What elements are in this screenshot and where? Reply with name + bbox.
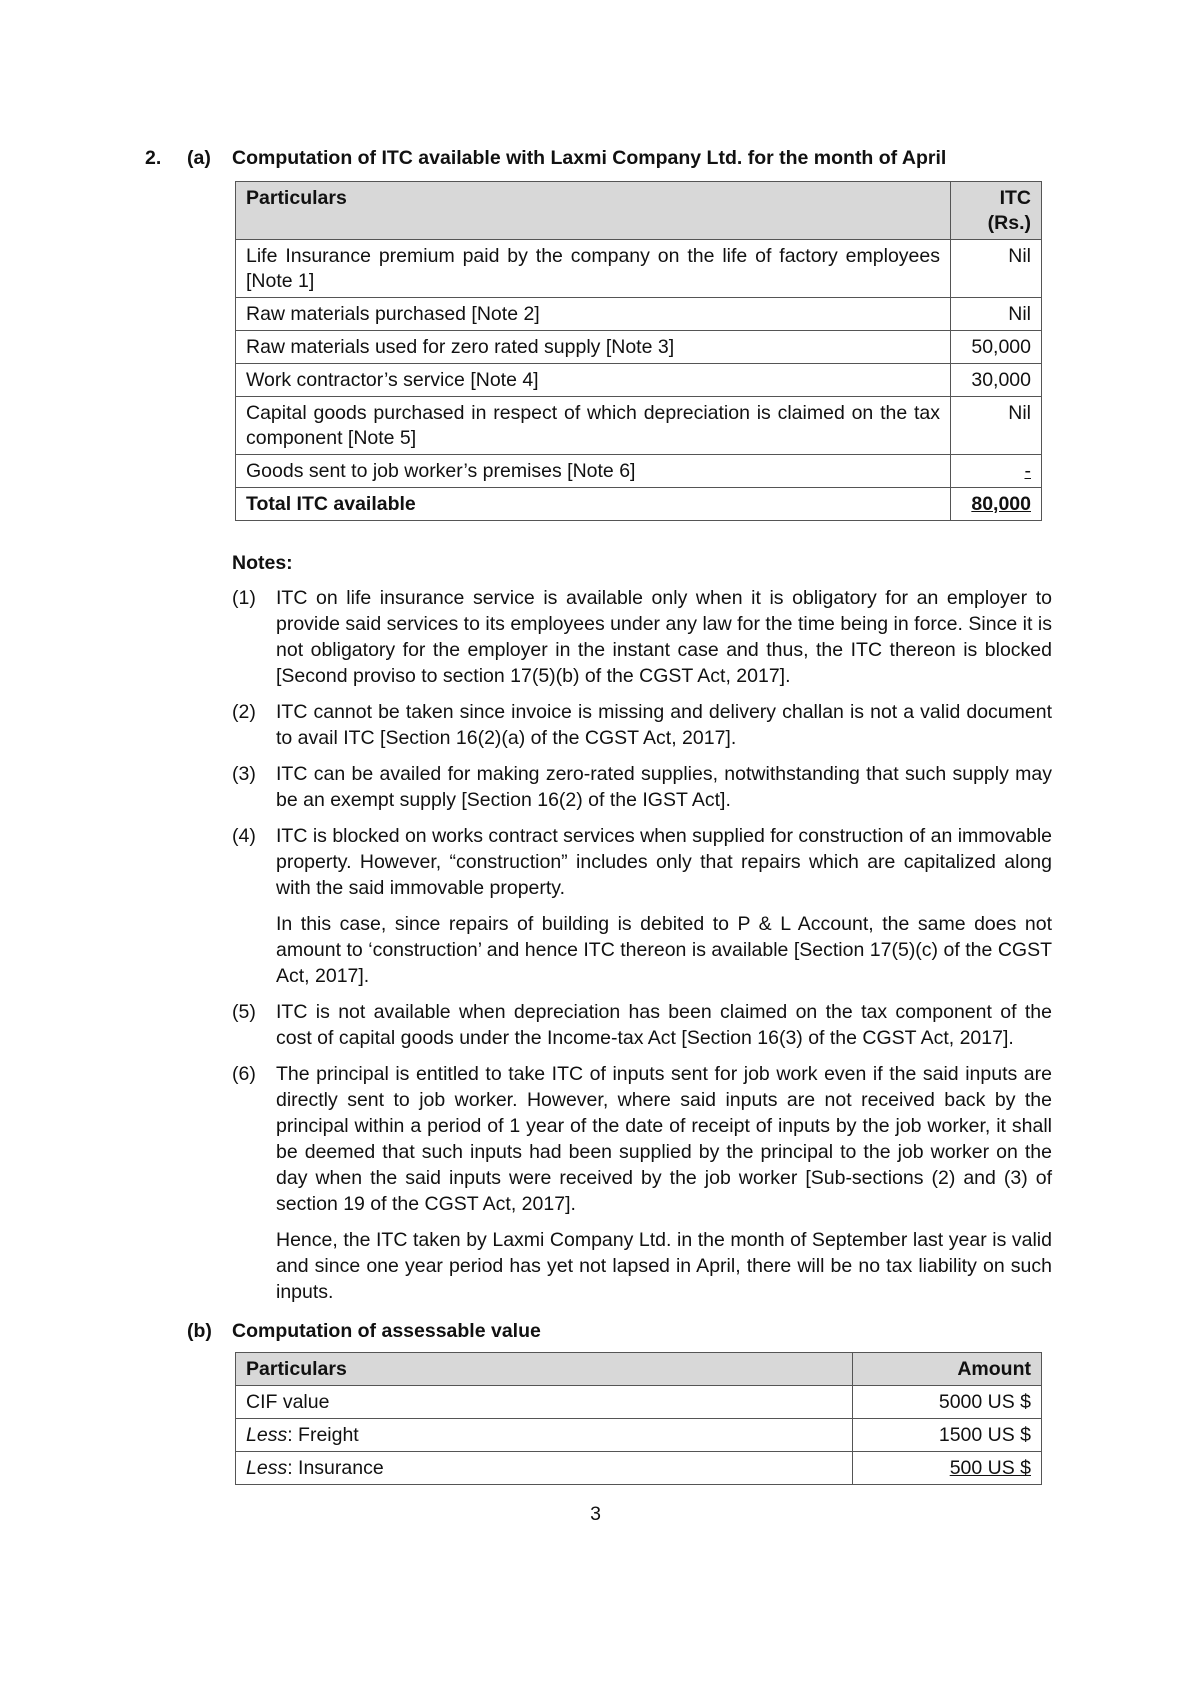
part-a-title: Computation of ITC available with Laxmi Company Ltd. for the month of April — [232, 147, 947, 169]
itc-row-particulars: Life Insurance premium paid by the company on the life of factory employees [Note 1] — [236, 240, 951, 298]
note-text: ITC is not available when depreciation has been claimed on the tax component of the cost of capital goods under the Income-tax Act [Section 16(3) of the CGST Act, 2017]. — [276, 1001, 1052, 1049]
itc-table-header-row — [236, 182, 1042, 240]
itc-table — [235, 181, 1042, 521]
itc-row-particulars: Capital goods purchased in respect of which depreciation is claimed on the tax component [Note 5] — [236, 397, 951, 455]
note-number: (4) — [232, 825, 256, 847]
table-row — [236, 240, 1042, 298]
note-item — [232, 761, 1052, 813]
note-item — [232, 999, 1052, 1051]
note-item — [232, 585, 1052, 689]
av-row-label: : Insurance — [287, 1457, 384, 1479]
note-number: (5) — [232, 1001, 256, 1023]
table-row — [236, 455, 1042, 488]
note-text: ITC cannot be taken since invoice is missing and delivery challan is not a valid document to avail ITC [Section 16(2)(a) of the CGST Act, 2017]. — [276, 701, 1052, 749]
itc-row-value: Nil — [951, 298, 1042, 331]
itc-row-particulars: Raw materials used for zero rated supply [Note 3] — [236, 331, 951, 364]
assessable-value-table — [235, 1352, 1042, 1485]
av-row-prefix: Less — [246, 1424, 288, 1446]
note-item — [232, 699, 1052, 751]
note-continuation: Hence, the ITC taken by Laxmi Company Ltd. in the month of September last year is valid and since one year period has yet not lapsed in April, there will be no tax liability on such inputs. — [276, 1229, 1052, 1303]
av-row-amount: 1500 US $ — [853, 1419, 1042, 1452]
note-text: The principal is entitled to take ITC of inputs sent for job work even if the said inputs are directly sent to job worker. However, where said inputs are not received back by the principal within a period of 1 year of the date of receipt of inputs by the job worker, it shall be deemed that such inputs had been supplied by the principal to the job worker on the day when the said inputs were received by the job worker [Sub-sections (2) and (3) of section 19 of the CGST Act, 2017]. — [276, 1063, 1052, 1215]
av-header-particulars: Particulars — [236, 1353, 853, 1386]
av-row-particulars — [236, 1386, 853, 1419]
av-row-particulars — [236, 1419, 853, 1452]
note-number: (3) — [232, 763, 256, 785]
itc-header-particulars: Particulars — [236, 182, 951, 240]
av-row-particulars — [236, 1452, 853, 1485]
part-a-label: (a) — [187, 147, 211, 169]
itc-total-label: Total ITC available — [236, 488, 951, 521]
table-row — [236, 364, 1042, 397]
itc-row-value: 30,000 — [951, 364, 1042, 397]
av-row-amount-cell — [853, 1452, 1042, 1485]
note-number: (6) — [232, 1063, 256, 1085]
itc-row-particulars: Goods sent to job worker’s premises [Note 6] — [236, 455, 951, 488]
itc-row-value: - — [951, 455, 1042, 488]
note-continuation: In this case, since repairs of building is debited to P & L Account, the same does not amount to ‘construction’ and hence ITC thereon is available [Section 17(5)(c) of the CGST Act, 2017]. — [276, 913, 1052, 987]
table-row — [236, 331, 1042, 364]
av-row-label: CIF value — [246, 1391, 330, 1413]
page-number: 3 — [590, 1503, 601, 1525]
table-row — [236, 1386, 1042, 1419]
note-item — [232, 823, 1052, 901]
question-number: 2. — [145, 147, 162, 169]
note-item — [232, 1061, 1052, 1217]
av-row-label: : Freight — [287, 1424, 359, 1446]
part-b-label: (b) — [187, 1320, 212, 1342]
av-table-header-row — [236, 1353, 1042, 1386]
av-row-amount: 500 US $ — [949, 1457, 1031, 1479]
itc-row-particulars: Work contractor’s service [Note 4] — [236, 364, 951, 397]
av-header-amount: Amount — [853, 1353, 1042, 1386]
av-row-prefix: Less — [246, 1457, 288, 1479]
table-row — [236, 298, 1042, 331]
itc-row-particulars: Raw materials purchased [Note 2] — [236, 298, 951, 331]
note-number: (2) — [232, 701, 256, 723]
note-text: ITC can be availed for making zero-rated supplies, notwithstanding that such supply may be an exempt supply [Section 16(2) of the IGST Act]. — [276, 763, 1052, 811]
part-b-title: Computation of assessable value — [232, 1320, 541, 1342]
note-text: ITC is blocked on works contract services when supplied for construction of an immovable property. However, “construction” includes only that repairs which are capitalized along with the said immovable property. — [276, 825, 1053, 899]
table-row — [236, 397, 1042, 455]
itc-row-value: Nil — [951, 397, 1042, 455]
table-row — [236, 1452, 1042, 1485]
itc-total-value: 80,000 — [951, 488, 1042, 521]
notes-list — [232, 585, 1052, 1315]
itc-row-value: Nil — [951, 240, 1042, 298]
note-text: ITC on life insurance service is available only when it is obligatory for an employer to provide said services to its employees under any law for the time being in force. Since it is not obligatory for the employer in the instant case and thus, the ITC thereon is blocked [Second proviso to section 17(5)(b) of the CGST Act, 2017]. — [276, 587, 1052, 687]
notes-heading: Notes: — [232, 552, 293, 574]
itc-header-itc: ITC (Rs.) — [951, 182, 1042, 240]
table-row — [236, 1419, 1042, 1452]
av-row-amount: 5000 US $ — [853, 1386, 1042, 1419]
itc-total-row — [236, 488, 1042, 521]
note-number: (1) — [232, 587, 256, 609]
itc-row-value: 50,000 — [951, 331, 1042, 364]
